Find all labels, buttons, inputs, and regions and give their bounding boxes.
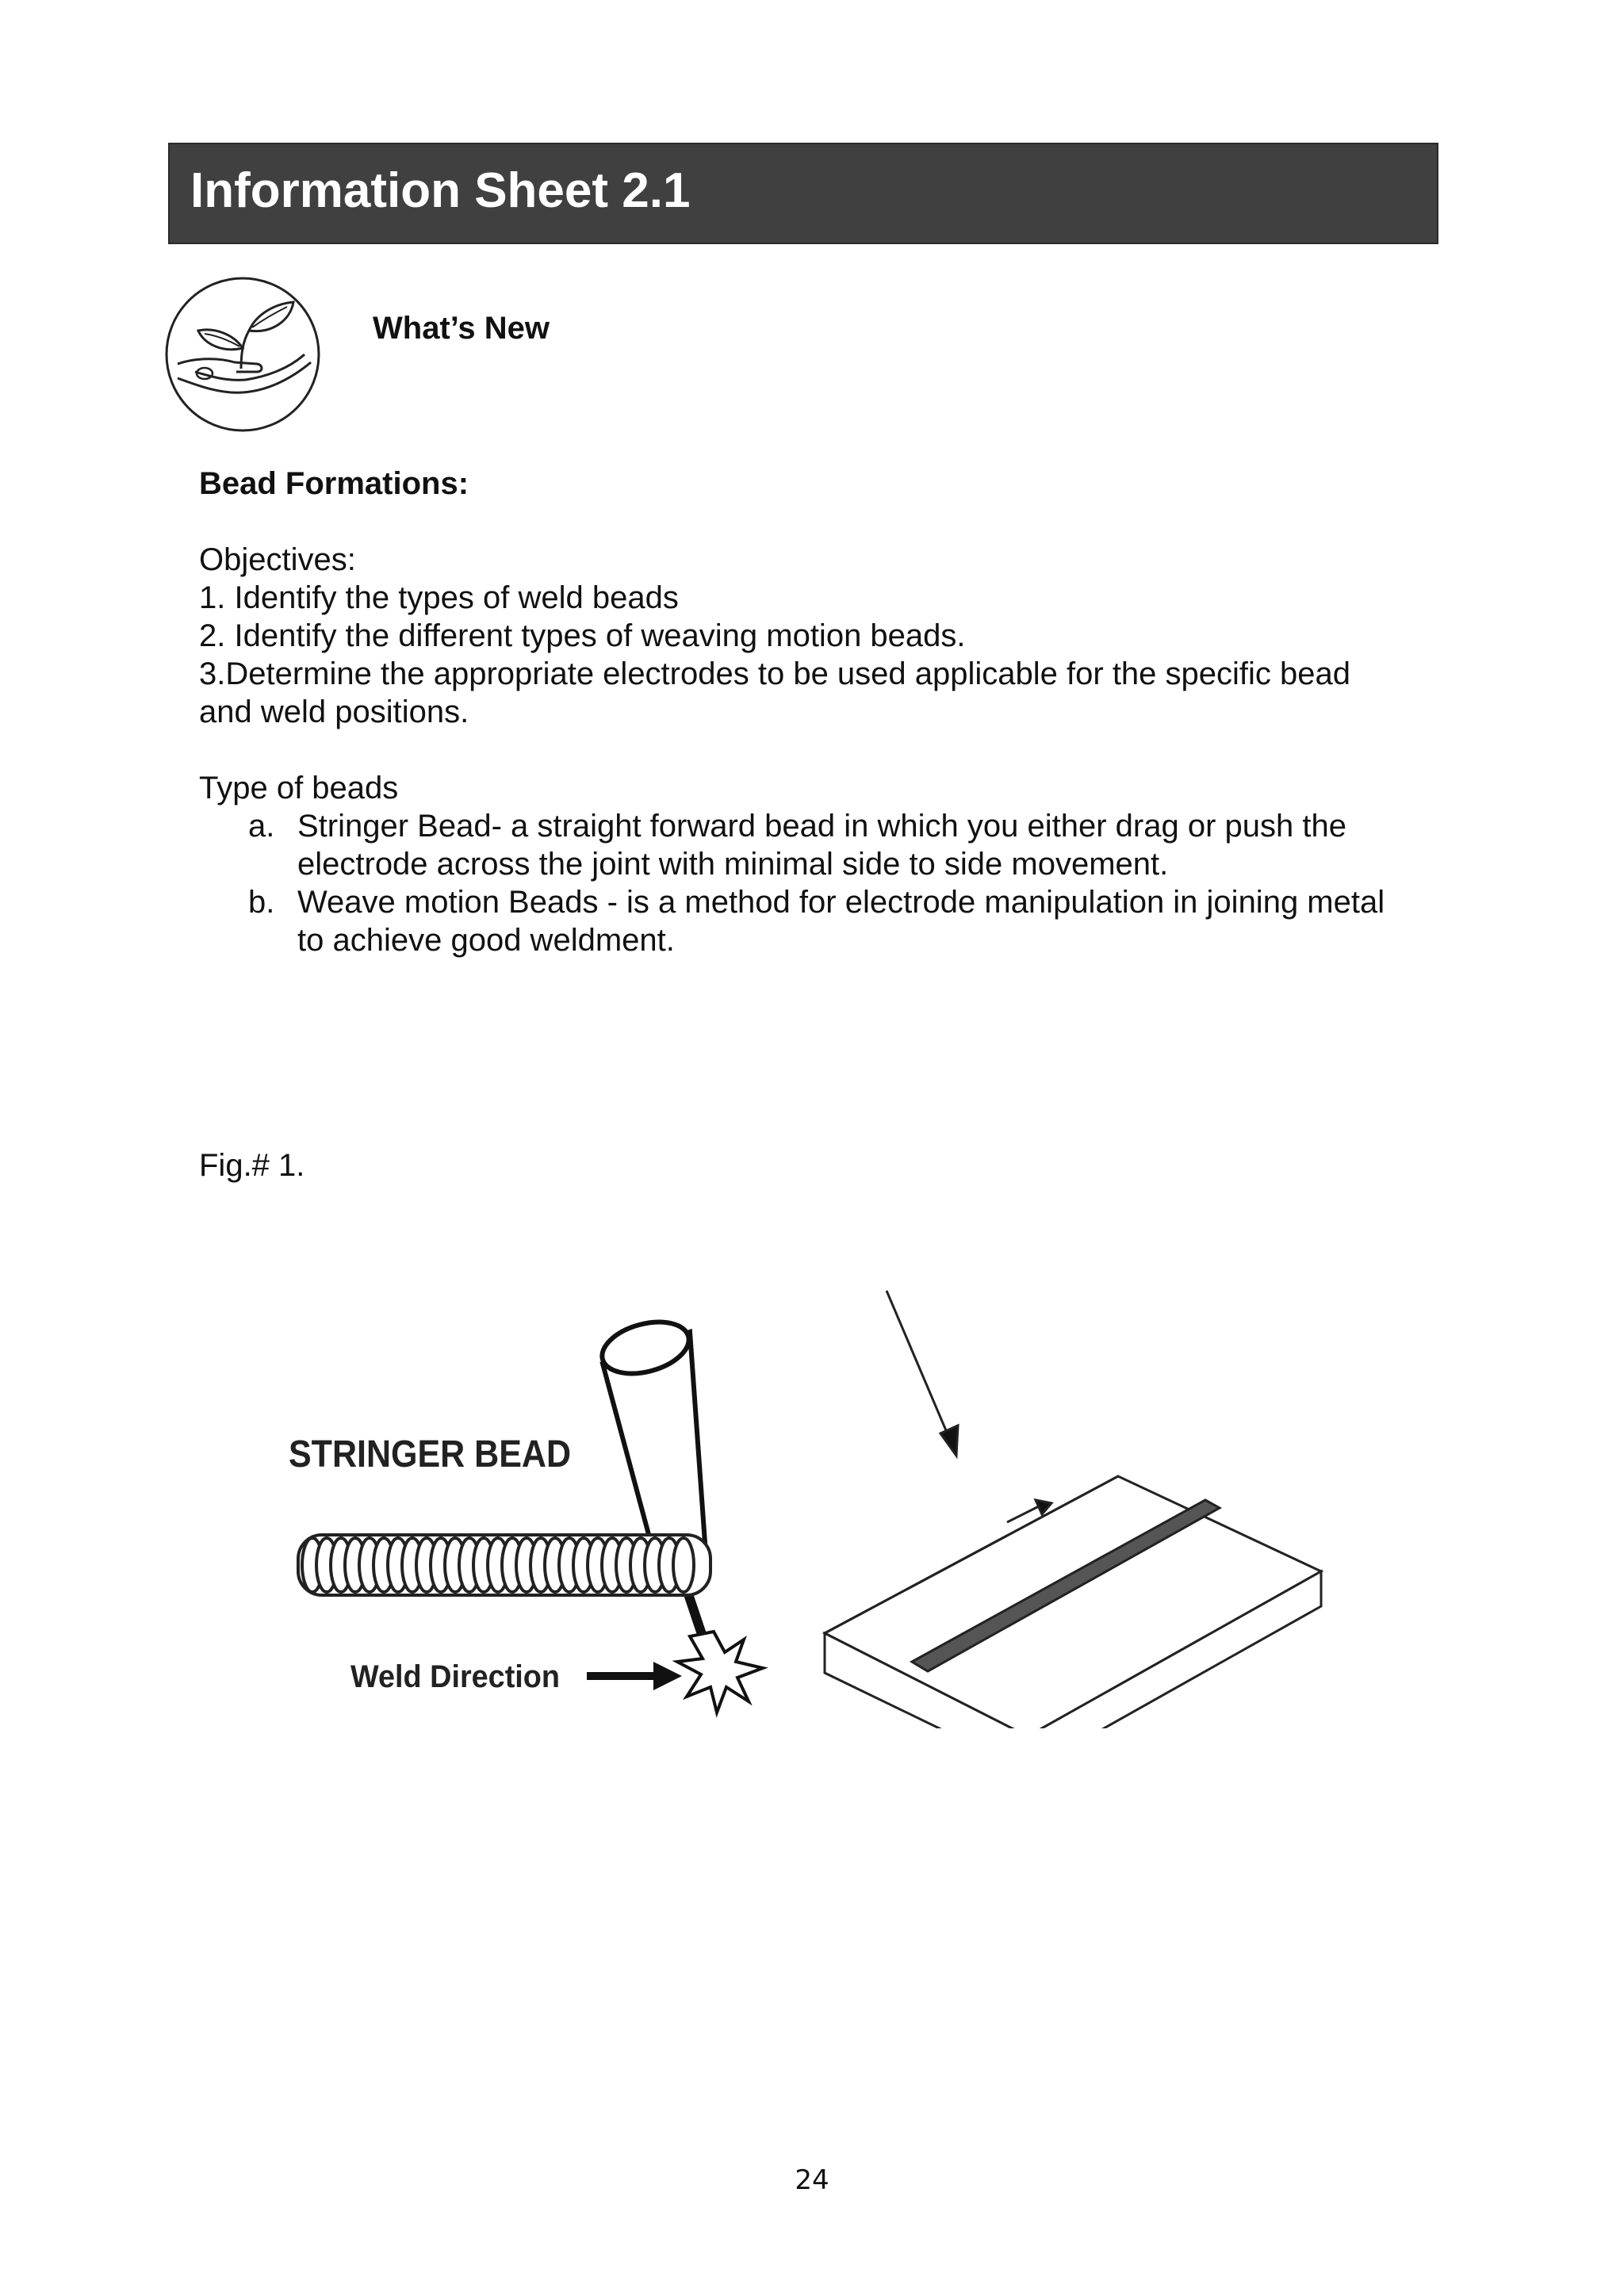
objectives-label: Objectives: [199, 542, 356, 577]
bead-types-label: Type of beads [199, 771, 399, 806]
weld-bead [298, 1535, 710, 1595]
page-title: Information Sheet 2.1 [190, 163, 691, 218]
list-item-line: Weave motion Beads - is a method for electrode manipulation in joining metal [297, 885, 1385, 920]
objective-item: 2. Identify the different types of weaving motion beads. [199, 618, 966, 653]
objective-item: 3.Determine the appropriate electrodes to be used applicable for the specific bead [199, 656, 1351, 691]
stringer-bead-label: STRINGER BEAD [289, 1433, 571, 1475]
bead-ripple [673, 1538, 694, 1592]
objective-item: 1. Identify the types of weld beads [199, 580, 679, 615]
list-item-line: Stringer Bead- a straight forward bead in which you either drag or push the [297, 809, 1346, 844]
list-item-weave-motion-beads [297, 883, 1455, 959]
hand-holding-plant-icon [163, 275, 322, 434]
list-item-line: to achieve good weldment. [297, 923, 675, 958]
whats-new-label: What’s New [373, 311, 550, 346]
list-marker: a. [248, 809, 275, 844]
title-bar [168, 143, 1438, 244]
list-marker: b. [248, 885, 275, 920]
weld-direction-label: Weld Direction [350, 1659, 560, 1694]
figure-label: Fig.# 1. [199, 1148, 305, 1183]
list-item-stringer-bead [297, 807, 1455, 883]
page-number: 24 [795, 2164, 829, 2196]
metal-plate-illustration [825, 1291, 1321, 1728]
stringer-bead-figure [262, 1253, 1340, 1728]
electrode-illustration [596, 1314, 763, 1712]
weld-direction-arrow [587, 1662, 682, 1690]
objective-item: and weld positions. [199, 695, 469, 729]
list-item-line: electrode across the joint with minimal side to side movement. [297, 847, 1169, 882]
section-heading: Bead Formations: [199, 466, 469, 501]
